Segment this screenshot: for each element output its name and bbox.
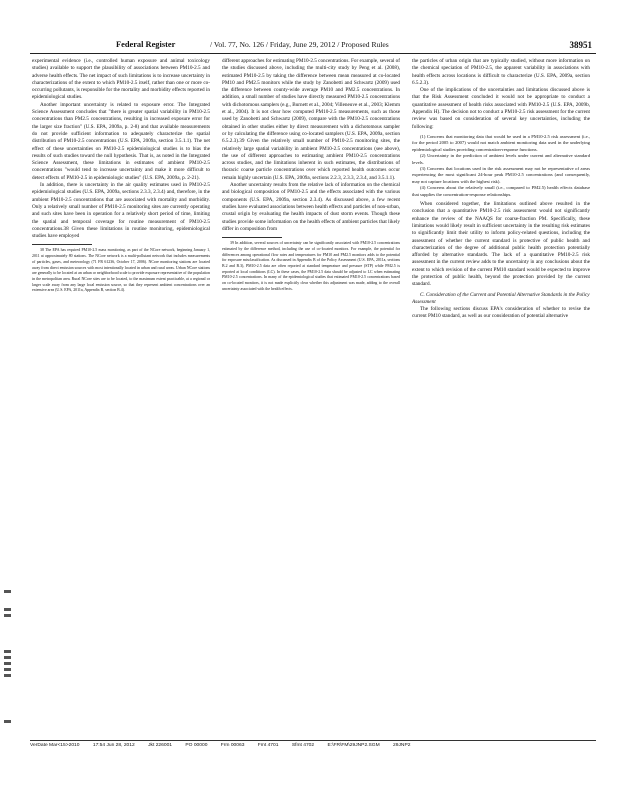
volume-line: / Vol. 77, No. 126 / Friday, June 29, 2012 / Proposed Rules	[210, 40, 389, 49]
three-column-body	[32, 58, 592, 736]
paragraph: experimental evidence (i.e., controlled human exposure and animal toxicology studies) available to support the plausibility of associations between PM10-2.5 and adverse health effects. The net impact of such limitations is to increase uncertainty in characterizations of the extent to which PM10-2.5 itself, rather than one or more co-occurring pollutants, is responsible for the mortality and morbidity effects reported in epidemiological studies.	[32, 58, 210, 101]
page-header	[38, 38, 592, 54]
page-footer	[30, 740, 596, 750]
list-item: (3) Concerns that locations used in the risk assessment may not be representative of areas experiencing the most significant 24-hour peak PM10-2.5 concentrations (and consequently, may not capture locations with the highest risk).	[412, 166, 590, 184]
column-1	[32, 58, 210, 736]
paragraph: the particles of urban origin that are typically studied, without more information on the chemical speciation of PM10-2.5, the apparent variability in associations with health effects across locations is difficult to characterize (U.S. EPA, 2009a, section 6.5.2.3).	[412, 58, 590, 86]
footnote: 38 The EPA has required PM10-2.5 mass monitoring, as part of the NCore network, beginning January 1, 2011 at approximately 80 stations. The NCore network is a multi-pollutant network that includes measurements of particles, gases, and meteorology (71 FR 61236, October 17, 2006). NCore monitoring stations are located away from direct emission sources with most intentionally located in urban and rural areas. Urban NCore stations are generally to be located at an urban or neighborhood scale to provide exposure representative of the population in the metropolitan area. Rural NCore sites are to be located, to the maximum extent practicable, at a regional or larger scale away from any large local emission source, so that they represent ambient concentrations over an extensive area (U.S. EPA, 2011a, Appendix B, section B.4).	[32, 248, 210, 293]
column-3	[412, 58, 590, 736]
column-2	[222, 58, 400, 736]
section-heading: C. Consideration of the Current and Potential Alternative Standards in the Policy Assessment	[412, 291, 590, 305]
footer-po: PO 00000	[185, 743, 208, 748]
footnote-rule	[32, 244, 92, 245]
paragraph: When considered together, the limitations outlined above resulted in the conclusion that a quantitative PM10-2.5 risk assessment would not significantly enhance the review of the NAAQS for coarse-fraction PM. Specifically, these limitations would likely result in sufficient uncertainty in the resulting risk estimates to significantly limit their utility to inform policy-related questions, including the assessment of whether the current standard is protective of public health and characterization of the degree of additional public health protection potentially afforded by alternative standards. The lack of a quantitative PM10-2.5 risk assessment in the current review adds to the uncertainty in any conclusions about the extent to which revision of the current PM10 standard would be expected to improve the protection of public health, beyond the protection provided by the current standard.	[412, 201, 590, 288]
footer-code: 29JNP2	[393, 743, 411, 748]
paragraph: different approaches for estimating PM10-2.5 concentrations. For example, several of the studies discussed above, including the multi-city study by Peng et al. (2008), estimated PM10-2.5 by taking the difference between mean measured at co-located PM10 and PM2.5 monitors while the study by Zanobetti and Schwartz (2009) used the difference between county-wide average PM10 and PM2.5 concentrations. In addition, a small number of studies have directly measured PM10-2.5 concentrations with dichotomous samplers (e.g., Burnett et al., 2004; Villeneuve et al., 2003; Klemm et al., 2004). It is not clear how computed PM10-2.5 measurements, such as those used by Zanobetti and Schwartz (2009), compare with the PM10-2.5 concentrations obtained in other studies either by direct measurement with a dichotomous sampler or by calculating the difference using co-located samplers (U.S. EPA, 2009a, section 6.5.2.3).39 Given the relatively small number of PM10-2.5 monitoring sites, the relatively large spatial variability in ambient PM10-2.5 concentrations (see above), the use of different approaches to estimating ambient PM10-2.5 concentrations across studies, and the limitations inherent in such estimates, the distributions of thoracic coarse particle concentrations over which reported health outcomes occur remain highly uncertain (U.S. EPA, 2009a, sections 2.2.3, 2.3.3, 2.3.4, and 3.5.1.1).	[222, 58, 400, 181]
footnote-rule	[222, 237, 282, 238]
footer-frm: Frm 00063	[220, 743, 245, 748]
list-item: (1) Concerns that monitoring data that would be used in a PM10-2.5 risk assessment (i.e., for the period 2005 to 2007) would not match ambient monitoring data used in the underlying epidemiological studies providing concentration-response functions.	[412, 133, 590, 152]
list-item: (2) Uncertainty in the prediction of ambient levels under current and alternative standard levels.	[412, 153, 590, 165]
page-number: 38951	[569, 40, 592, 50]
publication-name: Federal Register	[116, 40, 176, 49]
paragraph: The following sections discuss EPA's consideration of whether to revise the current PM10 standard, as well as our consideration of potential alternative	[412, 306, 590, 320]
footer-verdate: VerDate Mar<15>2010	[30, 743, 80, 748]
paragraph: One of the implications of the uncertainties and limitations discussed above is that the Risk Assessment concluded it would not be appropriate to conduct a quantitative assessment of health risks associated with PM10-2.5 (U.S. EPA, 2009b, Appendix H). The decision not to conduct a PM10-2.5 risk assessment for the current review was based on consideration of several key uncertainties, including the following:	[412, 87, 590, 130]
footer-file: E:\FR\FM\29JNP2.SGM	[327, 743, 380, 748]
header-rule	[30, 53, 596, 54]
paragraph: Another uncertainty results from the relative lack of information on the chemical and biological composition of PM10-2.5 and the effects associated with the various components (U.S. EPA, 2009a, section 2.3.4). As discussed above, a few recent studies have evaluated associations between health effects and particles of non-urban, crustal origin by evaluating the health impacts of dust storm events. Though these studies provide some information on the health effects of ambient particles that likely differ in composition from	[222, 182, 400, 232]
footer-fmt: Fmt 4701	[257, 743, 279, 748]
footnote: 39 In addition, several sources of uncertainty can be significantly associated with PM10-2.5 concentrations estimated by the difference method, including the use of co-located monitors. For example, the potential for differences among operational flow rates and temperatures for PM10 and PM2.5 monitors adds to the potential for exposure misclassification. As discussed in Appendix B of the Policy Assessment (U.S. EPA, 2011a, sections B.2 and B.3), PM10-2.5 data are often reported at standard temperature and pressure (STP) while PM2.5 is reported at local conditions (LC). In these cases, the PM10-2.5 data should be adjusted to LC when estimating PM10-2.5 concentrations. In many of the epidemiological studies that estimated PM10-2.5 concentrations based on co-located monitors, it is not made explicitly clear whether this adjustment was made, adding to the overall uncertainty associated with the health effects.	[222, 241, 400, 291]
footer-sfmt: Sfmt 4702	[291, 743, 315, 748]
footer-time: 17:54 Jun 28, 2012	[92, 743, 135, 748]
paragraph: In addition, there is uncertainty in the air quality estimates used in PM10-2.5 epidemiological studies (U.S. EPA, 2009a, sections 2.3.3, 2.3.4) and, therefore, in the ambient PM10-2.5 concentrations that are associated with mortality and morbidity. Only a relatively small number of PM10-2.5 monitoring sites are currently operating and such sites have been in operation for a relatively short period of time, limiting the spatial and temporal coverage for routine measurement of PM10-2.5 concentrations.38 Given these limitations in routine monitoring, epidemiological studies have employed	[32, 182, 210, 240]
paragraph: Another important uncertainty is related to exposure error. The Integrated Science Assessment concludes that "there is greater spatial variability in PM10-2.5 concentrations than PM2.5 concentrations, resulting in increased exposure error for the larger size fraction" (U.S. EPA, 2009a, p. 2-8) and that available measurements do not provide sufficient information to adequately characterize the spatial distribution of PM10-2.5 concentrations (U.S. EPA, 2009a, section 3.5.1.1). The net effect of these uncertainties on PM10-2.5 epidemiological studies is to bias the results of such studies toward the null hypothesis. That is, as noted in the Integrated Science Assessment, these limitations in estimates of ambient PM10-2.5 concentrations "would tend to increase uncertainty and make it more difficult to detect effects of PM10-2.5 in epidemiologic studies" (U.S. EPA, 2009a, p. 2-21).	[32, 101, 210, 181]
margin-marks	[4, 590, 14, 730]
list-item: (4) Concerns about the relatively small (i.e., compared to PM2.5) health effects database that supplies the concentration-response relationships.	[412, 185, 590, 197]
footer-jkt: Jkt 226001	[148, 743, 173, 748]
